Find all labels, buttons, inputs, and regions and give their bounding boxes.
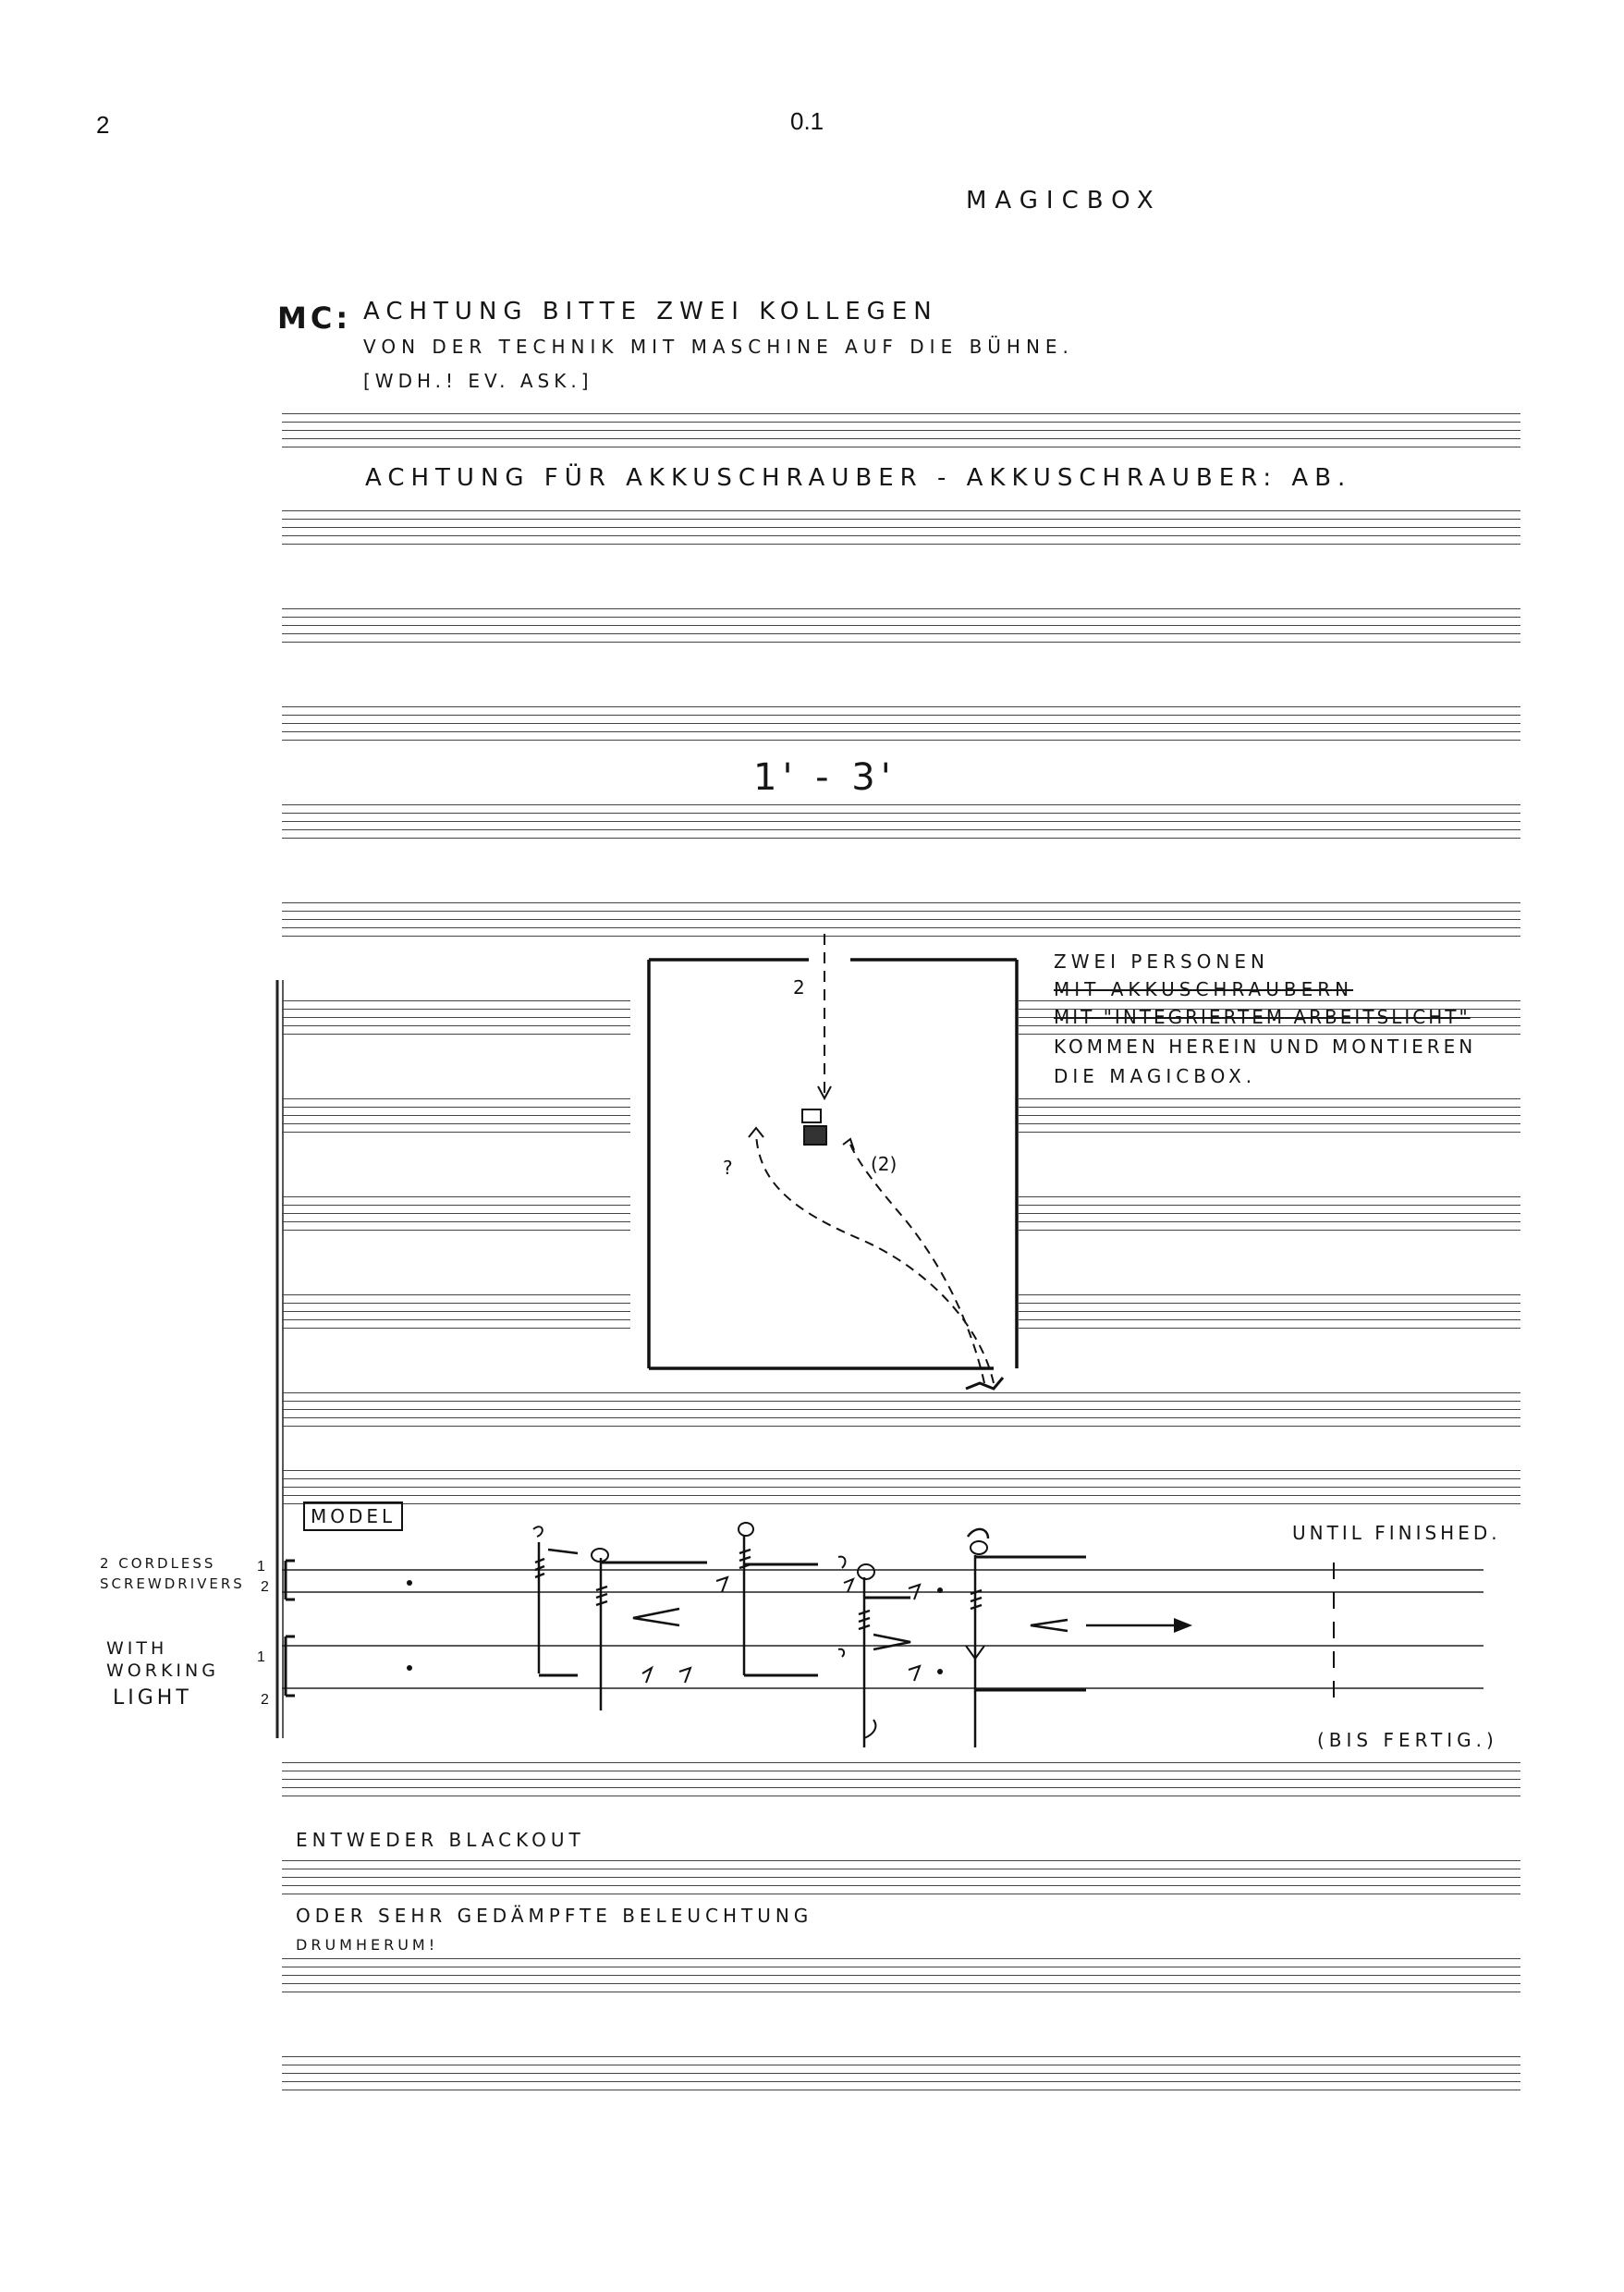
model-box-label: MODEL bbox=[303, 1501, 403, 1531]
empty-staff bbox=[282, 1860, 1520, 1894]
announcement-line-2: VON DER TECHNIK MIT MASCHINE AUF DIE BÜHNE. bbox=[363, 336, 1074, 358]
instrument-1-line-1: 2 CORDLESS bbox=[100, 1555, 216, 1572]
diagram-label-right: (2) bbox=[871, 1153, 897, 1175]
staff-number-3: 1 bbox=[257, 1649, 265, 1665]
diagram-label-top: 2 bbox=[793, 976, 805, 999]
staff-number-2: 2 bbox=[261, 1579, 269, 1595]
lighting-line-1: ENTWEDER BLACKOUT bbox=[296, 1829, 585, 1851]
empty-staff bbox=[282, 608, 1520, 642]
section-number: 0.1 bbox=[790, 107, 824, 135]
empty-staff bbox=[282, 1470, 1520, 1503]
instrument-2-line-2: WORKING bbox=[106, 1661, 219, 1681]
lighting-line-3: DRUMHERUM! bbox=[296, 1936, 439, 1954]
instrument-2-line-1: WITH bbox=[106, 1638, 168, 1659]
empty-staff bbox=[282, 706, 1520, 740]
stage-note-line-4: KOMMEN HEREIN UND MONTIEREN bbox=[1054, 1036, 1477, 1058]
empty-staff bbox=[282, 1762, 1520, 1796]
stage-note-line-5: DIE MAGICBOX. bbox=[1054, 1065, 1257, 1087]
bis-fertig-text: (BIS FERTIG.) bbox=[1317, 1729, 1498, 1751]
page-number: 2 bbox=[96, 111, 110, 139]
announcement-line-3: [WDH.! EV. ASK.] bbox=[363, 370, 593, 392]
stage-note-line-2: MIT AKKUSCHRAUBERN bbox=[1054, 978, 1354, 1000]
empty-staff bbox=[282, 902, 1520, 936]
instrument-2-line-3: LIGHT bbox=[113, 1686, 192, 1710]
lighting-line-2: ODER SEHR GEDÄMPFTE BELEUCHTUNG bbox=[296, 1905, 813, 1927]
instrument-1-line-2: SCREWDRIVERS bbox=[100, 1575, 245, 1592]
staff-number-4: 2 bbox=[261, 1692, 269, 1708]
empty-staff bbox=[282, 413, 1520, 447]
page-title: MAGICBOX bbox=[966, 187, 1162, 214]
until-finished-text: UNTIL FINISHED. bbox=[1292, 1522, 1501, 1544]
speaker-label: MC: bbox=[277, 300, 352, 336]
stage-diagram bbox=[629, 934, 1035, 1405]
empty-staff bbox=[282, 804, 1520, 838]
staff-number-1: 1 bbox=[257, 1559, 265, 1575]
stage-note-line-3: MIT "INTEGRIERTEM ARBEITSLICHT" bbox=[1054, 1006, 1471, 1028]
stage-note-line-1: ZWEI PERSONEN bbox=[1054, 950, 1269, 973]
duration: 1' - 3' bbox=[753, 756, 897, 799]
empty-staff bbox=[282, 510, 1520, 544]
empty-staff bbox=[282, 1958, 1520, 1992]
cue-text: ACHTUNG FÜR AKKUSCHRAUBER - AKKUSCHRAUBER: AB. bbox=[365, 464, 1352, 492]
empty-staff bbox=[282, 2056, 1520, 2090]
rhythm-notation bbox=[273, 1516, 1530, 1757]
announcement-line-1: ACHTUNG BITTE ZWEI KOLLEGEN bbox=[363, 298, 938, 325]
diagram-label-left: ? bbox=[723, 1157, 733, 1179]
